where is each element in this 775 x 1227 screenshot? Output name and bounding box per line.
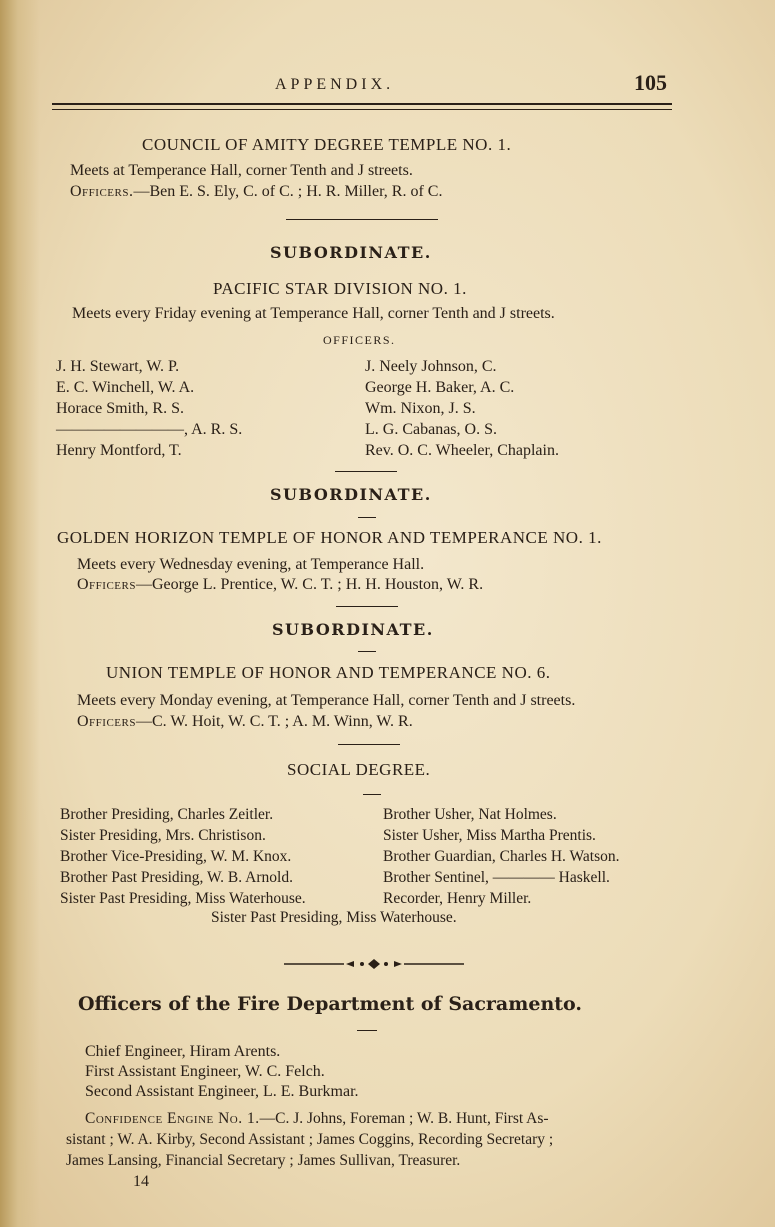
- officer-entry: ————————, A. R. S.: [56, 421, 243, 438]
- officer-entry: J. H. Stewart, W. P.: [56, 358, 180, 375]
- pacific-officers-right: [365, 356, 559, 461]
- golden-officers: [77, 576, 483, 594]
- short-divider: [363, 794, 381, 795]
- social-title: SOCIAL DEGREE.: [287, 760, 431, 779]
- subordinate-heading: SUBORDINATE.: [270, 485, 432, 504]
- council-title: COUNCIL OF AMITY DEGREE TEMPLE NO. 1.: [142, 135, 512, 154]
- page-number: 105: [634, 70, 667, 95]
- first-assistant-engineer: First Assistant Engineer, W. C. Felch.: [85, 1063, 325, 1080]
- officer-entry: George H. Baker, A. C.: [365, 379, 515, 396]
- engine-label: Confidence Engine No. 1.: [85, 1110, 260, 1127]
- confidence-engine-line-2: sistant ; W. A. Kirby, Second Assistant ; James Coggins, Recording Secretary ;: [66, 1131, 554, 1148]
- pacific-title: PACIFIC STAR DIVISION NO. 1.: [213, 279, 467, 298]
- union-meets: Meets every Monday evening, at Temperance Hall, corner Tenth and J streets.: [77, 692, 576, 709]
- short-divider: [357, 1030, 377, 1031]
- confidence-engine-line-1: [85, 1110, 549, 1128]
- section-divider: [338, 744, 400, 745]
- officers-text: —C. W. Hoit, W. C. T. ; A. M. Winn, W. R.: [135, 713, 413, 730]
- subordinate-heading: SUBORDINATE.: [270, 243, 432, 262]
- signature-mark: 14: [133, 1173, 149, 1190]
- running-head: APPENDIX.: [275, 76, 395, 93]
- officer-entry: Henry Montford, T.: [56, 442, 182, 459]
- social-entry: Brother Past Presiding, W. B. Arnold.: [60, 869, 293, 886]
- header-double-rule: [52, 103, 672, 110]
- officer-entry: Rev. O. C. Wheeler, Chaplain.: [365, 442, 559, 459]
- officers-text: —Ben E. S. Ely, C. of C. ; H. R. Miller, R. of C.: [133, 183, 443, 200]
- officer-entry: J. Neely Johnson, C.: [365, 358, 497, 375]
- social-entry: Sister Presiding, Mrs. Christison.: [60, 827, 266, 844]
- subordinate-heading: SUBORDINATE.: [272, 620, 434, 639]
- social-entry: Brother Vice-Presiding, W. M. Knox.: [60, 848, 292, 865]
- social-entry: Recorder, Henry Miller.: [383, 890, 532, 907]
- ornamental-rule-icon: [284, 959, 464, 969]
- confidence-engine-line-3: James Lansing, Financial Secretary ; James Sullivan, Treasurer.: [66, 1152, 461, 1169]
- page-edge-shadow: [0, 0, 40, 1227]
- officer-entry: Wm. Nixon, J. S.: [365, 400, 476, 417]
- council-officers: [70, 183, 442, 201]
- social-entry-last: Sister Past Presiding, Miss Waterhouse.: [211, 909, 457, 926]
- union-title: UNION TEMPLE OF HONOR AND TEMPERANCE NO. 6.: [106, 663, 551, 682]
- officer-entry: L. G. Cabanas, O. S.: [365, 421, 497, 438]
- social-entry: Sister Past Presiding, Miss Waterhouse.: [60, 890, 306, 907]
- chief-engineer: Chief Engineer, Hiram Arents.: [85, 1043, 281, 1060]
- social-entry: Sister Usher, Miss Martha Prentis.: [383, 827, 596, 844]
- officer-entry: Horace Smith, R. S.: [56, 400, 184, 417]
- officers-label: Officers: [77, 576, 136, 593]
- social-entry: Brother Presiding, Charles Zeitler.: [60, 806, 274, 823]
- section-divider: [335, 471, 397, 472]
- social-entry: Brother Usher, Nat Holmes.: [383, 806, 557, 823]
- union-officers: [77, 713, 413, 731]
- social-officers-left: [60, 804, 306, 909]
- council-meets: Meets at Temperance Hall, corner Tenth and J streets.: [70, 162, 413, 179]
- social-entry: Brother Sentinel, ———— Haskell.: [383, 869, 610, 886]
- pacific-meets: Meets every Friday evening at Temperance Hall, corner Tenth and J streets.: [72, 305, 555, 322]
- officer-entry: E. C. Winchell, W. A.: [56, 379, 195, 396]
- social-entry: Brother Guardian, Charles H. Watson.: [383, 848, 620, 865]
- section-divider: [336, 606, 398, 607]
- pacific-officers-left: [56, 356, 242, 461]
- officers-label: Officers.: [70, 183, 134, 200]
- section-divider: [286, 219, 438, 220]
- officers-label: Officers: [77, 713, 136, 730]
- golden-meets: Meets every Wednesday evening, at Temperance Hall.: [77, 556, 425, 573]
- golden-title: GOLDEN HORIZON TEMPLE OF HONOR AND TEMPERANCE NO. 1.: [57, 528, 602, 547]
- engine-text: —C. J. Johns, Foreman ; W. B. Hunt, First As-: [259, 1110, 549, 1127]
- officers-heading: OFFICERS.: [323, 333, 396, 347]
- fire-department-title: Officers of the Fire Department of Sacramento.: [78, 993, 582, 1015]
- social-officers-right: [383, 804, 620, 909]
- officers-text: —George L. Prentice, W. C. T. ; H. H. Houston, W. R.: [135, 576, 484, 593]
- short-divider: [358, 651, 376, 652]
- short-divider: [358, 517, 376, 518]
- second-assistant-engineer: Second Assistant Engineer, L. E. Burkmar.: [85, 1083, 359, 1100]
